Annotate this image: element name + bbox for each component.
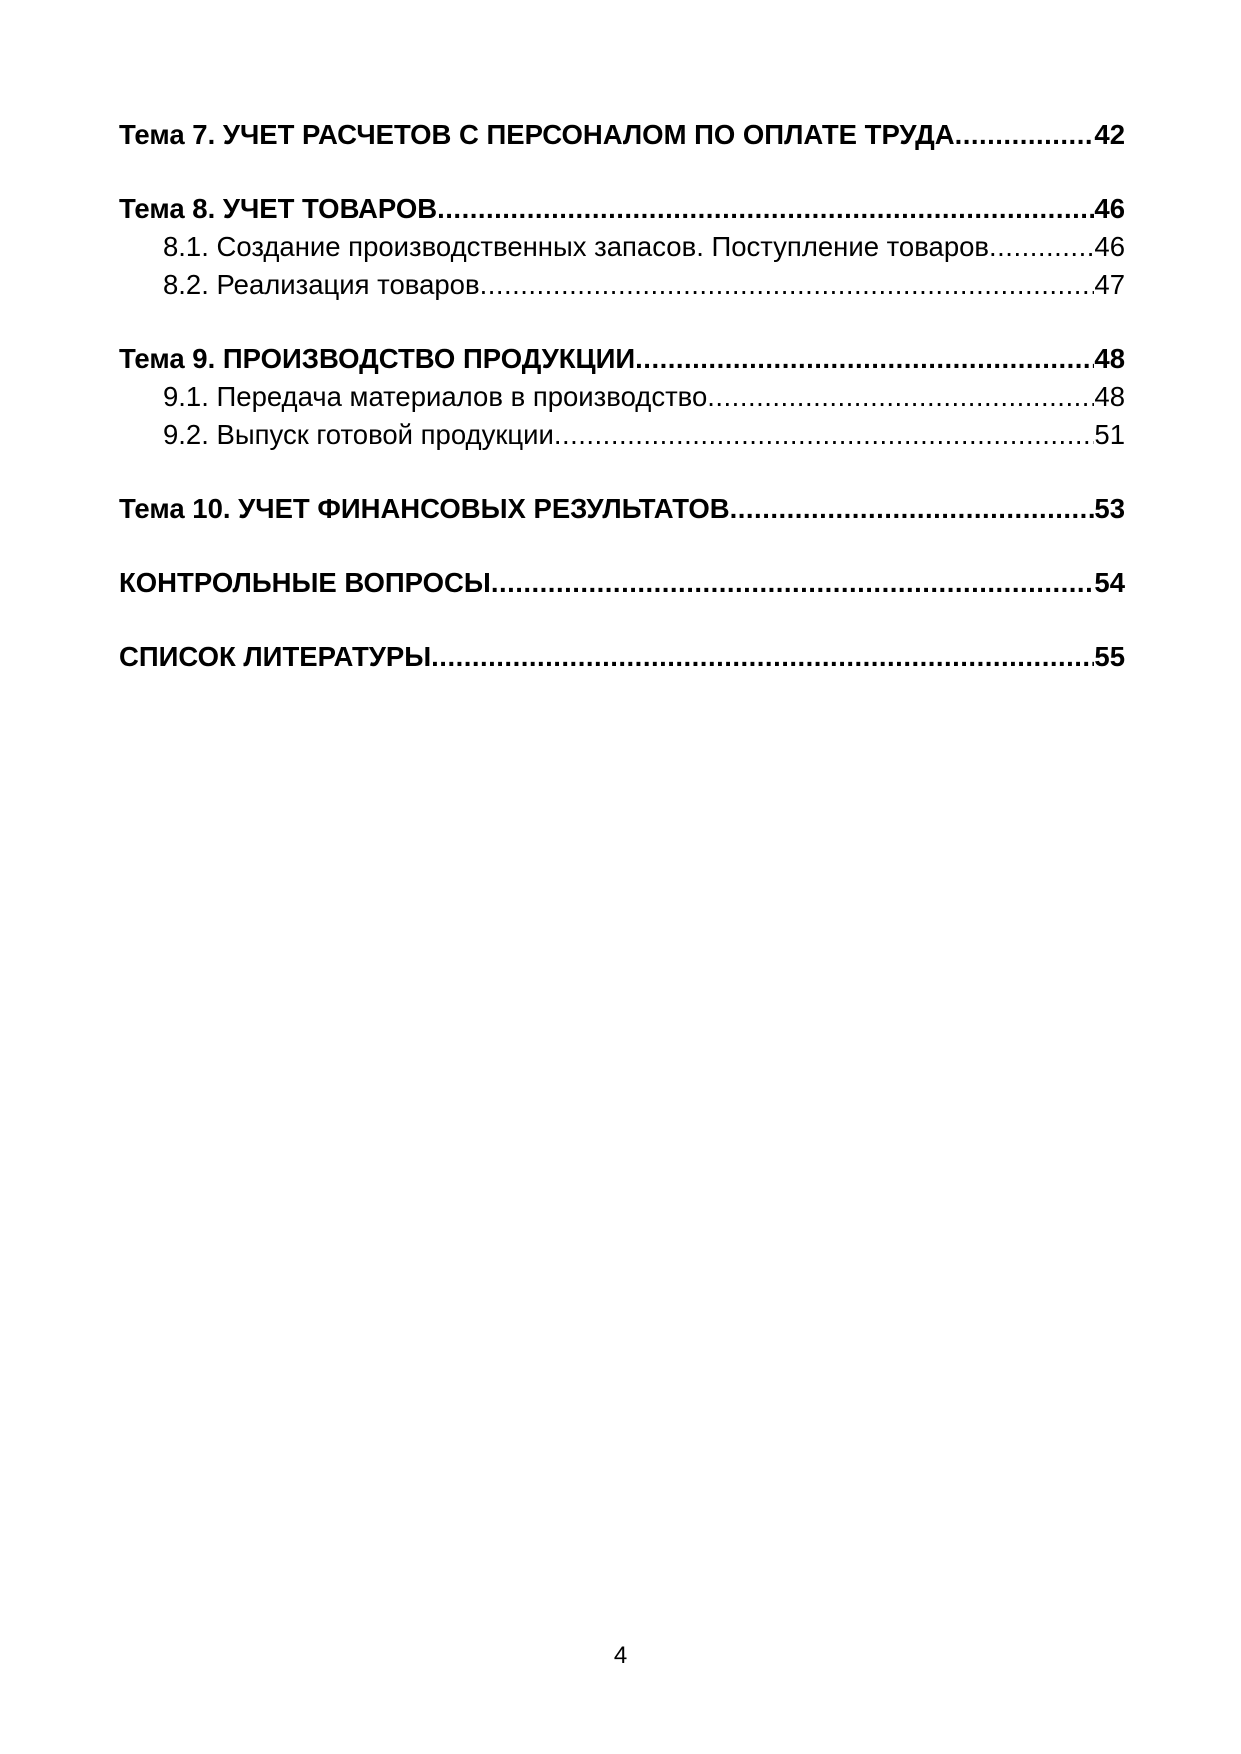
dot-leader — [491, 564, 1095, 602]
toc-entry-page: 53 — [1094, 493, 1125, 524]
toc-entry-label: 9.2. Выпуск готовой продукции — [163, 419, 554, 450]
toc-entry-label: Тема 10. УЧЕТ ФИНАНСОВЫХ РЕЗУЛЬТАТОВ — [119, 493, 730, 524]
toc-entry-label: КОНТРОЛЬНЫЕ ВОПРОСЫ — [119, 567, 491, 598]
toc-entry-8-1 — [119, 228, 1125, 266]
table-of-contents — [119, 116, 1125, 676]
dot-leader — [431, 638, 1094, 676]
toc-entry-page: 54 — [1094, 567, 1125, 598]
toc-entry-topic-9 — [119, 340, 1125, 378]
dot-leader — [730, 490, 1095, 528]
dot-leader — [989, 228, 1094, 266]
toc-entry-page: 47 — [1094, 269, 1125, 300]
toc-entry-8-2 — [119, 266, 1125, 304]
toc-entry-label: 8.2. Реализация товаров — [163, 269, 480, 300]
dot-leader — [707, 378, 1094, 416]
toc-entry-bibliography — [119, 638, 1125, 676]
toc-entry-page: 51 — [1094, 419, 1125, 450]
toc-entry-9-1 — [119, 378, 1125, 416]
toc-entry-page: 48 — [1094, 381, 1125, 412]
toc-entry-topic-10 — [119, 490, 1125, 528]
dot-leader — [955, 116, 1095, 154]
toc-entry-label: СПИСОК ЛИТЕРАТУРЫ — [119, 641, 432, 672]
toc-entry-topic-8 — [119, 190, 1125, 228]
toc-entry-page: 48 — [1094, 343, 1125, 374]
toc-entry-label: 9.1. Передача материалов в производство — [163, 381, 708, 412]
dot-leader — [480, 266, 1095, 304]
toc-entry-control-questions — [119, 564, 1125, 602]
toc-entry-page: 42 — [1094, 119, 1125, 150]
dot-leader — [437, 190, 1094, 228]
dot-leader — [554, 416, 1095, 454]
toc-entry-label: Тема 8. УЧЕТ ТОВАРОВ — [119, 193, 438, 224]
page-number: 4 — [613, 1642, 628, 1669]
toc-entry-topic-7 — [119, 116, 1125, 154]
toc-entry-label: Тема 9. ПРОИЗВОДСТВО ПРОДУКЦИИ — [119, 343, 636, 374]
toc-entry-9-2 — [119, 416, 1125, 454]
toc-entry-label: 8.1. Создание производственных запасов. Поступление товаров — [163, 231, 990, 262]
toc-entry-page: 46 — [1094, 231, 1125, 262]
dot-leader — [635, 340, 1094, 378]
toc-entry-page: 46 — [1094, 193, 1125, 224]
toc-entry-label: Тема 7. УЧЕТ РАСЧЕТОВ С ПЕРСОНАЛОМ ПО ОПЛАТЕ ТРУДА — [119, 119, 955, 150]
toc-entry-page: 55 — [1094, 641, 1125, 672]
